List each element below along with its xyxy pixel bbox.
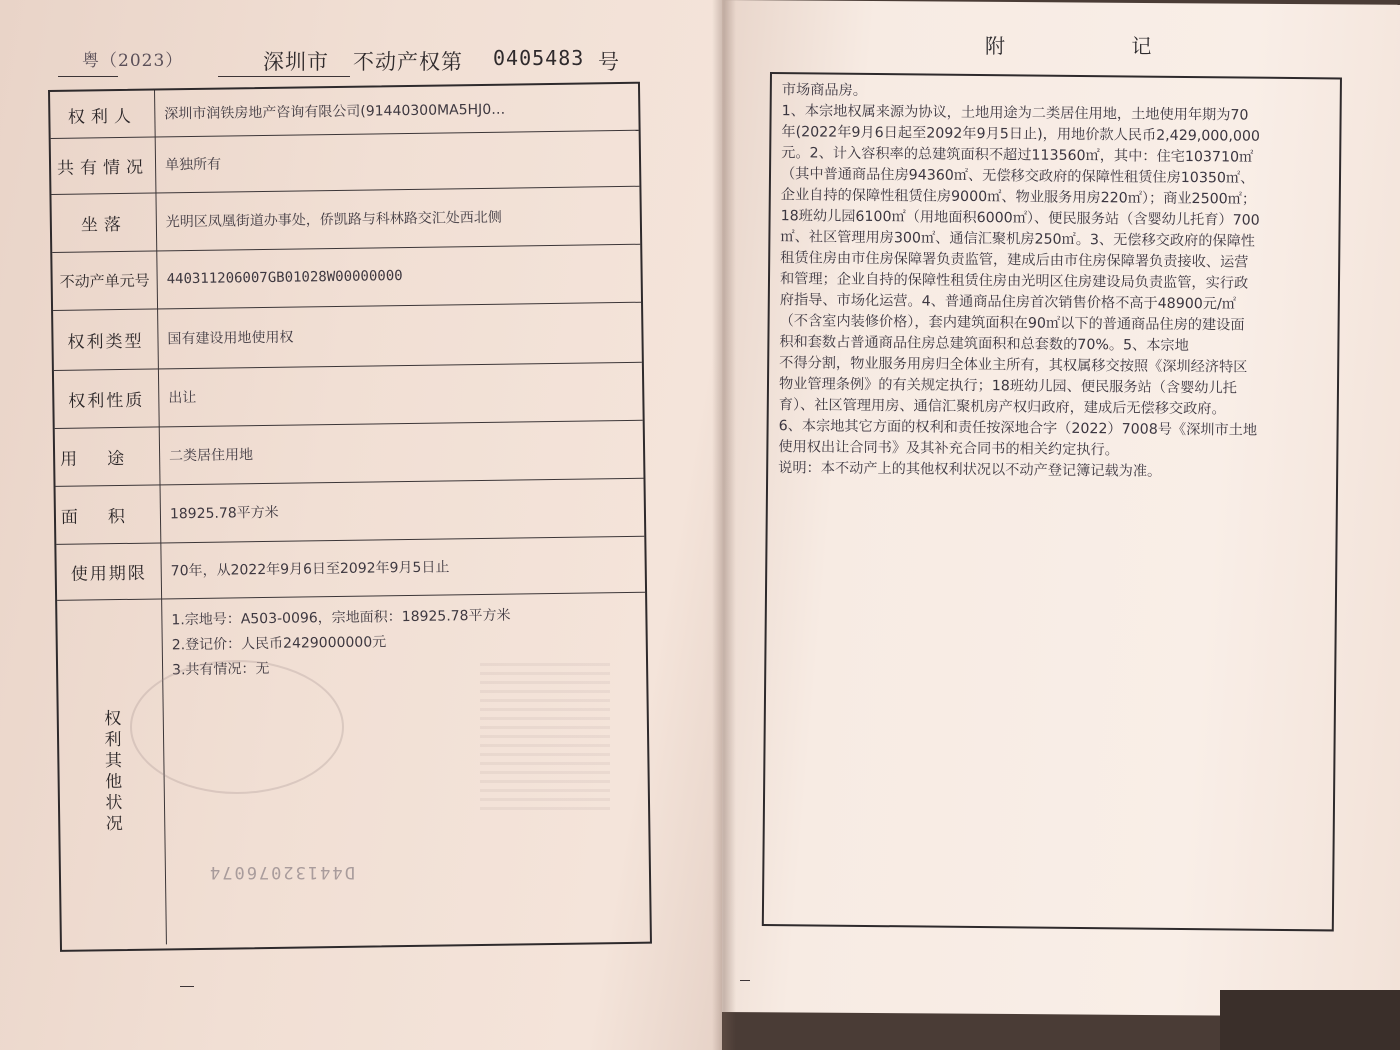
appendix-line: 育）、社区管理用房、通信汇聚机房产权归政府，建成后无偿移交政府。 — [778, 397, 1226, 418]
appendix-line: 18班幼儿园6100㎡（用地面积6000㎡）、便民服务站（含婴幼儿托育）700 — [780, 208, 1260, 229]
appendix-line: 不得分割，物业服务用房归全体业主所有，其权属移交按照《深圳经济特区 — [779, 355, 1248, 376]
header-underline-year — [58, 76, 118, 77]
field-value: 二类居住用地 — [169, 447, 254, 465]
appendix-line: 租赁住房由市住房保障署负责监管，建成后由市住房保障署负责接收、运营 — [780, 250, 1249, 271]
row-co-ownership — [51, 130, 640, 195]
header-right-type: 不动产权第 — [353, 50, 463, 74]
row-right-nature — [54, 362, 643, 429]
certificate-number: 0405483 — [493, 46, 585, 70]
appendix-line: 6、本宗地其它方面的权利和责任按深地合字（2022）7008号《深圳市土地 — [778, 418, 1258, 439]
appendix-line: 使用权出让合同书》及其补充合同书的相关约定执行。 — [778, 439, 1119, 459]
background-surface — [1220, 990, 1400, 1050]
faint-seal-imprint — [480, 660, 610, 810]
field-value: 光明区凤凰街道办事处，侨凯路与科林路交汇处西北侧 — [165, 209, 502, 231]
field-value: 国有建设用地使用权 — [167, 329, 294, 348]
row-right-type — [53, 302, 642, 371]
appendix-title: 附 记 — [985, 34, 1212, 58]
field-label: 坐落 — [51, 192, 157, 251]
appendix-line: 年(2022年9月6日起至2092年9月5日止)，用地价款人民币2,429,000,000 — [781, 124, 1261, 145]
registration-header — [58, 40, 638, 80]
row-usage — [55, 420, 644, 487]
appendix-line: ㎡、社区管理用房300㎡、通信汇聚机房250㎡。3、无偿移交政府的保障性 — [780, 229, 1256, 250]
book-spine — [712, 0, 736, 1050]
field-value: 440311206007GB01028W00000000 — [166, 268, 403, 288]
appendix-line: （不含室内装修价格），套内建筑面积在90㎡以下的普通商品住房的建设面 — [779, 313, 1245, 334]
field-label: 权利其他状况 — [57, 598, 167, 945]
header-year: 粤（2023） — [82, 51, 184, 71]
field-label: 共有情况 — [51, 137, 157, 194]
appendix-line: （其中普通商品住房94360㎡、无偿移交政府的保障性租赁住房10350㎡、 — [780, 166, 1255, 187]
field-label: 权利性质 — [54, 368, 160, 427]
header-number-suffix: 号 — [598, 50, 620, 74]
appendix-line: 企业自持的保障性租赁住房9000㎡、物业服务用房220㎡）；商业2500㎡； — [780, 187, 1257, 208]
field-label: 面积 — [56, 484, 162, 543]
other-rights-item: 3.共有情况：无 — [172, 660, 270, 679]
field-label: 权利类型 — [53, 308, 159, 369]
field-value: 深圳市润铁房地产咨询有限公司(91440300MA5HJ0… — [164, 101, 506, 123]
field-value: 出让 — [168, 389, 197, 407]
other-rights-item: 1.宗地号：A503-0096，宗地面积：18925.78平方米 — [171, 607, 511, 629]
field-label: 不动产单元号 — [52, 250, 158, 309]
appendix-line: 说明：本不动产上的其他权利状况以不动产登记簿记载为准。 — [778, 460, 1162, 480]
row-unit-number — [52, 244, 641, 311]
appendix-line: 物业管理条例》的有关规定执行；18班幼儿园、便民服务站（含婴幼儿托 — [778, 376, 1237, 397]
appendix-box — [762, 72, 1342, 931]
field-value: 单独所有 — [164, 156, 222, 174]
appendix-line: 府指导、市场化运营。4、普通商品住房首次销售价格不高于48900元/㎡ — [779, 292, 1237, 313]
other-rights-item: 2.登记价：人民币2429000000元 — [171, 634, 387, 654]
field-label: 使用期限 — [56, 542, 162, 599]
field-label: 权利人 — [50, 91, 156, 138]
page-mark — [180, 986, 194, 987]
row-area — [56, 478, 645, 545]
appendix-line: 积和套数占普通商品住房总建筑面积和总套数的70%。5、本宗地 — [779, 334, 1189, 355]
appendix-line: 市场商品房。 — [781, 82, 868, 99]
property-rights-table — [48, 82, 652, 952]
page-mark — [740, 980, 750, 981]
header-underline-city — [218, 76, 350, 77]
appendix-line: 1、本宗地权属来源为协议，土地用途为二类居住用地，土地使用年期为70 — [781, 103, 1249, 124]
faint-seal-imprint — [130, 660, 344, 794]
row-term — [56, 536, 645, 601]
field-value: 70年，从2022年9月6日至2092年9月5日止 — [170, 559, 450, 580]
appendix-line: 和管理；企业自持的保障性租赁住房由光明区住房建设局负责监管，实行政 — [779, 271, 1249, 292]
appendix-line: 元。2、计入容积率的总建筑面积不超过113560㎡，其中：住宅103710㎡ — [781, 145, 1254, 166]
serial-number: D44132076074 — [208, 862, 355, 882]
appendix-text — [778, 80, 1328, 484]
header-city: 深圳市 — [263, 50, 329, 74]
field-label: 用途 — [55, 426, 161, 485]
field-value: 18925.78平方米 — [169, 504, 279, 523]
row-location — [51, 186, 640, 253]
